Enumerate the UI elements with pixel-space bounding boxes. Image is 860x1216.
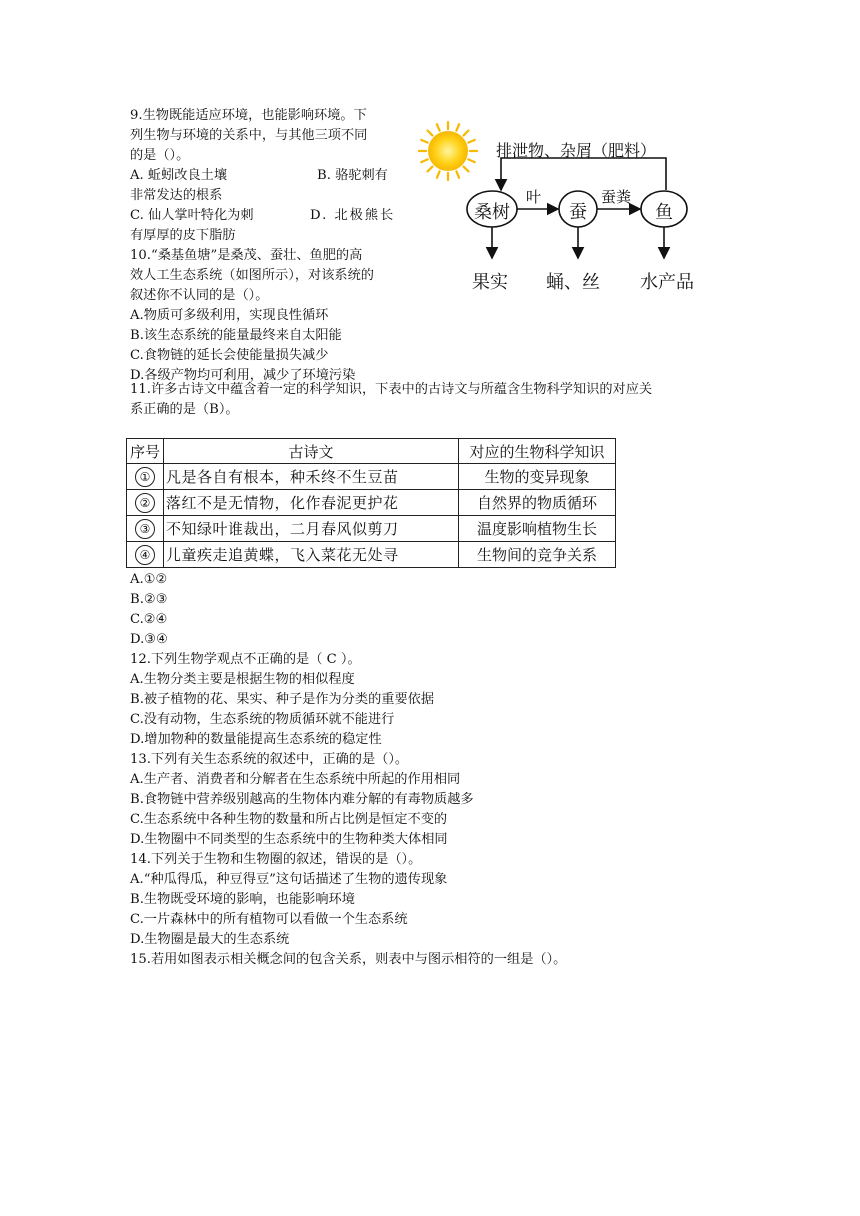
sun-ray: [421, 159, 427, 162]
table-row: [127, 464, 616, 490]
sun-ray: [464, 167, 469, 172]
product-aquatic: 水产品: [640, 272, 694, 293]
sun-ray: [427, 167, 432, 172]
table-header: 古诗文: [164, 439, 459, 464]
q12-option-d: D.增加物种的数量能提高生态系统的稳定性: [130, 732, 382, 747]
table-cell-poem: 凡是各自有根本，种禾终不生豆苗: [164, 464, 459, 490]
q11-stem-line-2: 系正确的是（B）。: [130, 402, 239, 417]
q9-stem-line-1: 9.生物既能适应环境，也能影响环境。下: [130, 108, 367, 123]
table-row: [127, 516, 616, 542]
row-number: ②: [135, 493, 155, 513]
q12-option-a: A.生物分类主要是根据生物的相似程度: [130, 672, 355, 687]
node-silkworm-label: 蚕: [569, 202, 587, 223]
q13-option-a: A.生产者、消费者和分解者在生态系统中所起的作用相同: [130, 772, 461, 787]
q10-stem-line-3: 叙述你不认同的是（）。: [130, 288, 269, 303]
q12-option-c: C.没有动物，生态系统的物质循环就不能进行: [130, 712, 395, 727]
sun-ray: [464, 130, 469, 135]
sun-ray: [427, 130, 432, 135]
q15-stem: 15.若用如图表示相关概念间的包含关系，则表中与图示相符的一组是（）。: [130, 952, 567, 967]
q9-option-b: B. 骆驼刺有: [317, 168, 388, 183]
question-9: [130, 106, 412, 386]
sun-ray: [468, 159, 474, 162]
sun-ray: [456, 171, 459, 177]
q9-option-d: D. 北极熊长: [310, 208, 396, 223]
poem-table: [126, 438, 616, 568]
q12-option-b: B.被子植物的花、果实、种子是作为分类的重要依据: [130, 692, 435, 707]
sun-ray: [437, 171, 440, 177]
table-row: [127, 542, 616, 568]
table-cell-poem: 儿童疾走追黄蝶，飞入菜花无处寻: [164, 542, 459, 568]
q13-option-d: D.生物圈中不同类型的生态系统中的生物种类大体相同: [130, 832, 448, 847]
q9-option-b-cont: 非常发达的根系: [130, 188, 223, 203]
sun-ray: [437, 124, 440, 130]
q10-option-c: C.食物链的延长会使能量损失减少: [130, 348, 329, 363]
product-fruit: 果实: [472, 272, 508, 293]
q9-options-cd: [130, 206, 412, 226]
node-mulberry-label: 桑树: [474, 202, 510, 223]
q14-option-d: D.生物圈是最大的生态系统: [130, 932, 290, 947]
sun-ray: [421, 140, 427, 143]
row-number: ①: [135, 467, 155, 487]
q13-stem: 13.下列有关生态系统的叙述中，正确的是（）。: [130, 752, 409, 767]
diagram-top-label: 排泄物、杂屑（肥料）: [496, 141, 657, 160]
table-header-row: [127, 439, 616, 464]
q11-option-c: C.②④: [130, 612, 168, 627]
node-fish-label: 鱼: [655, 202, 673, 223]
edge-label-silkworm-dung: 蚕粪: [601, 188, 632, 206]
q9-options-ab: [130, 166, 412, 186]
q11-stem-line-1: 11.许多古诗文中蕴含着一定的科学知识，下表中的古诗文与所蕴含生物科学知识的对应关: [130, 382, 653, 397]
edge-label-leaf: 叶: [526, 188, 542, 206]
sun-icon: [419, 122, 477, 180]
q9-option-a: A. 蚯蚓改良土壤: [130, 168, 228, 183]
table-header: 对应的生物科学知识: [459, 439, 616, 464]
table-cell-knowledge: 生物间的竞争关系: [459, 542, 616, 568]
q9-option-c: C. 仙人掌叶特化为刺: [130, 208, 254, 223]
row-number: ④: [135, 545, 155, 565]
table-cell-poem: 落红不是无情物，化作春泥更护花: [164, 490, 459, 516]
q10-stem-line-2: 效人工生态系统（如图所示），对该系统的: [130, 268, 374, 283]
table-header: 序号: [127, 439, 164, 464]
q10-option-a: A.物质可多级利用，实现良性循环: [130, 308, 329, 323]
q10-stem-line-1: 10.“桑基鱼塘”是桑茂、蚕壮、鱼肥的高: [130, 248, 363, 263]
q9-stem-line-2: 列生物与环境的关系中，与其他三项不同: [130, 128, 368, 143]
q10-option-b: B.该生态系统的能量最终来自太阳能: [130, 328, 342, 343]
q13-option-b: B.食物链中营养级别越高的生物体内难分解的有毒物质越多: [130, 792, 474, 807]
q12-stem: 12.下列生物学观点不正确的是（ C ）。: [130, 652, 361, 667]
mulberry-fishpond-diagram: [418, 118, 718, 300]
row-number: ③: [135, 519, 155, 539]
table-cell-knowledge: 生物的变异现象: [459, 464, 616, 490]
q11-option-b: B.②③: [130, 592, 168, 607]
q11-option-a: A.①②: [130, 572, 168, 587]
table-row: [127, 490, 616, 516]
table-cell-knowledge: 温度影响植物生长: [459, 516, 616, 542]
q13-option-c: C.生态系统中各种生物的数量和所占比例是恒定不变的: [130, 812, 448, 827]
q10-option-d: D.各级产物均可利用，减少了环境污染: [130, 368, 356, 383]
product-pupa-silk: 蛹、丝: [546, 272, 600, 293]
sun-ray: [468, 140, 474, 143]
q14-stem: 14.下列关于生物和生物圈的叙述，错误的是（）。: [130, 852, 422, 867]
table-cell-poem: 不知绿叶谁裁出，二月春风似剪刀: [164, 516, 459, 542]
q9-option-d-cont: 有厚厚的皮下脂肪: [130, 228, 236, 243]
q9-stem-line-3: 的是（）。: [130, 148, 190, 163]
q14-option-b: B.生物既受环境的影响，也能影响环境: [130, 892, 355, 907]
q14-option-c: C.一片森林中的所有植物可以看做一个生态系统: [130, 912, 408, 927]
q11-option-d: D.③④: [130, 632, 168, 647]
sun-ray: [456, 124, 459, 130]
q14-option-a: A.“种瓜得瓜，种豆得豆”这句话描述了生物的遗传现象: [130, 872, 448, 887]
table-cell-knowledge: 自然界的物质循环: [459, 490, 616, 516]
